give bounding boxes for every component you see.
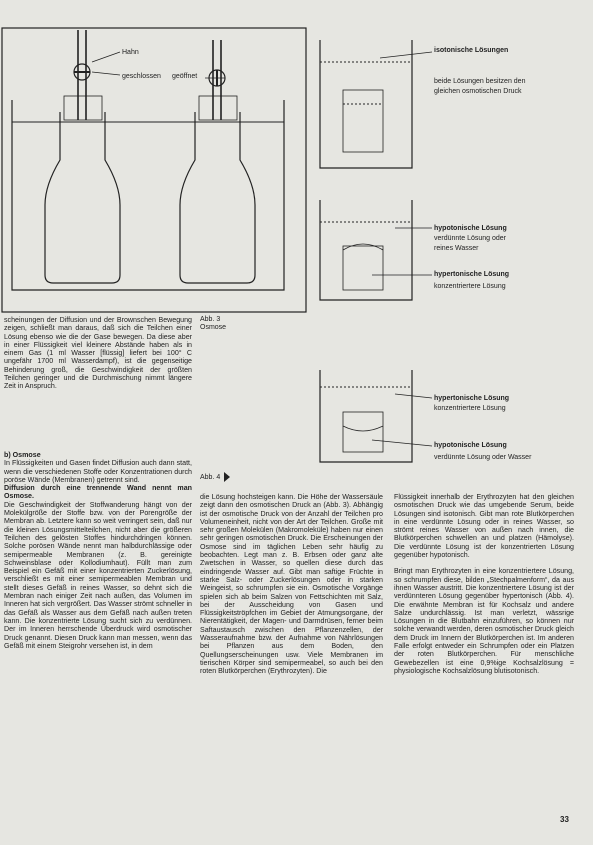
section-heading-osmose: b) Osmose bbox=[4, 451, 41, 459]
column-2 bbox=[200, 493, 383, 676]
col2-paragraph: die Lösung hochsteigen kann. Die Höhe der Wassersäule zeigt dann den osmotischen Druck an (Abb. 3). Abhängig ist der osmotische Druck von der Anzahl der Teilchen pro Volumeneinheit, nicht von der Art der Teilchen. Große mit sehr großen Molekülen (Makromoleküle) haben nur einen sehr geringen osmotischen Druck. Die Erscheinungen der Osmose sind im täglichen Leben sehr häufig zu beobachten. Legt man z. B. Erbsen oder ganz alte Zwetschen in Wasser, so quellen diese durch das eindringende Wasser auf. Gibt man saftige Früchte in starke Salz- oder Zuckerlösungen oder in starken Weingeist, so schrumpfen sie ein. Osmotische Vorgänge spielen sich ab beim Salzen von Fettschichten mit Salz, bei der Ausscheidung von Gasen und Flüssigkeitströpfchen im Gebiet der Atmungsorgane, der Nierentätigkeit, der Magen- und Darmdrüsen, ferner beim Saftaustausch zwischen den Pflanzenzellen, der Wasseraufnahme bzw. der Aufnahme von Nährlösungen bei Pflanzen aus dem Boden, den Quellungserscheinungen usw. Viele Membranen im tierischen Körper sind semipermeabel, so auch bei den roten Blutkörperchen (Erythrozyten). Die bbox=[200, 493, 383, 676]
label-open: geöffnet bbox=[172, 73, 198, 80]
column-3 bbox=[394, 493, 574, 675]
caption-abb3 bbox=[200, 316, 226, 332]
caption-abb3-title: Osmose bbox=[200, 324, 227, 331]
column-1-bottom bbox=[4, 451, 192, 650]
label-tap: Hahn bbox=[122, 49, 139, 56]
caption-abb4-label: Abb. 4 bbox=[200, 473, 221, 481]
inner-vessel-isotonic bbox=[343, 90, 383, 152]
bot-hypertonic-desc: konzentriertere Lösung bbox=[434, 405, 506, 412]
beaker-hypotonic-outer bbox=[320, 200, 412, 300]
page-number: 33 bbox=[560, 815, 569, 824]
bot-hypertonic-title: hypertonische Lösung bbox=[434, 395, 510, 402]
beaker-isotonic bbox=[320, 40, 412, 168]
isotonic-title: isotonische Lösungen bbox=[434, 47, 509, 54]
col1-top-paragraph: scheinungen der Diffusion und der Brownschen Bewegung zeigen, schließt man daraus, daß sich die Teilchen einer Lösung ebenso wie die der Gase bewegen. Da diese aber in einer Flüssigkeit viel kleinere Abstände haben als in einem Gas (1 ml Wasser [flüssig] liefert bei 100° C ungefähr 1700 ml Wasserdampf), ist die gegenseitige Behinderung groß, die Geschwindigkeit der größten Teilchen geringer und die Durchmischung nimmt längere Zeit in Anspruch. bbox=[4, 316, 192, 391]
caption-abb4 bbox=[200, 472, 230, 482]
isotonic-desc-2: gleichen osmotischen Druck bbox=[434, 88, 522, 95]
col1-paragraph-1: In Flüssigkeiten und Gasen findet Diffusion auch dann statt, wenn die verschiedenen Stoffe oder Konzentrationen durch poröse Wände (Membranen) getrennt sind. bbox=[4, 459, 192, 484]
col3-paragraph-2: Bringt man Erythrozyten in eine konzentriertere Lösung, so schrumpfen diese, bilden „Stechpalmenform“, da aus ihnen Wasser austritt. Die konzentriertere Lösung ist der verdünnteren Lösung gegenüber hypertonisch (Abb. 4). Die erwähnte Membran ist für Kochsalz und andere Salze undurchlässig. Ist man verletzt, wässrige Lösungen in die Blutbahn einzuführen, so können nur solche verwandt werden, deren osmotischer Druck gleich dem Druck im Innern der Blutkörperchen ist. Im anderen Falle erfolgt entweder ein Schrumpfen oder ein Platzen der roten Blutkörperchen. Für menschliche Gewebezellen ist eine 0,9%ige Kochsalzlösung = physiologische Kochsalzlösung blutisotonisch. bbox=[394, 567, 574, 675]
arrow-icon bbox=[224, 472, 230, 482]
bot-hypotonic-desc: verdünnte Lösung oder Wasser bbox=[434, 454, 532, 461]
mid-hypertonic-desc: konzentriertere Lösung bbox=[434, 283, 506, 290]
inner-vessel-hypertonic bbox=[343, 246, 383, 290]
caption-abb3-label: Abb. 3 bbox=[200, 316, 221, 323]
inner-vessel-hypotonic bbox=[343, 412, 383, 452]
column-1-top bbox=[4, 316, 192, 391]
bot-hypotonic-title: hypotonische Lösung bbox=[434, 442, 507, 449]
col3-paragraph-1: Flüssigkeit innerhalb der Erythrozyten hat den gleichen osmotischen Druck wie das umgebende Serum, beide Lösungen sind isotonisch. Gibt man rote Blutkörperchen in eine verdünnte Lösung oder in reines Wasser, so strömt reines Wasser von außen nach innen, die Blutkörperchen schwellen an und platzen (Hämolyse). Die verdünnte Lösung ist der konzentrierten Lösung gegenüber hypotonisch. bbox=[394, 493, 574, 560]
col1-definition: Diffusion durch eine trennende Wand nennt man Osmose. bbox=[4, 484, 192, 501]
label-closed: geschlossen bbox=[122, 73, 161, 80]
mid-hypertonic-title: hypertonische Lösung bbox=[434, 271, 510, 278]
isotonic-desc-1: beide Lösungen besitzen den bbox=[434, 78, 526, 85]
mid-hypotonic-desc-1: verdünnte Lösung oder bbox=[434, 235, 506, 242]
mid-hypotonic-desc-2: reines Wasser bbox=[434, 245, 479, 252]
col1-paragraph-2: Die Geschwindigkeit der Stoffwanderung hängt von der Molekülgröße der Stoffe bzw. von der Porengröße der Membran ab. Letztere kann so weit verringert sein, daß nur die kleinen Lösungsmittelteilchen, nicht aber die größeren Teilchen des gelösten Stoffes hindurchdringen können. Solche porösen Wände nennt man halbdurchlässige oder semipermeable Membranen (z. B. gereinigte Schweinsblase oder Kollodiumhaut). Füllt man zum Beispiel ein Gefäß mit einer konzentrierten Zuckerlösung, verschließt es mit einer semipermeablen Membran und stellt dieses Gefäß in reines Wasser, so dehnt sich die Membran nach einiger Zeit nach außen, das Volumen im Inneren hat sich vergrößert. Das Wasser strömt schneller in das Gefäß als Wasser aus dem Gefäß nach außen treten kann. Die konzentrierte Lösung sucht sich zu verdünnen. Der im Inneren herrschende Überdruck wird osmotischer Druck genannt. Diesen Druck kann man messen, wenn das Gefäß mit einem Steigrohr versehen ist, in dem bbox=[4, 500, 192, 650]
mid-hypotonic-title: hypotonische Lösung bbox=[434, 225, 507, 232]
beaker-hypertonic-outer bbox=[320, 370, 412, 462]
